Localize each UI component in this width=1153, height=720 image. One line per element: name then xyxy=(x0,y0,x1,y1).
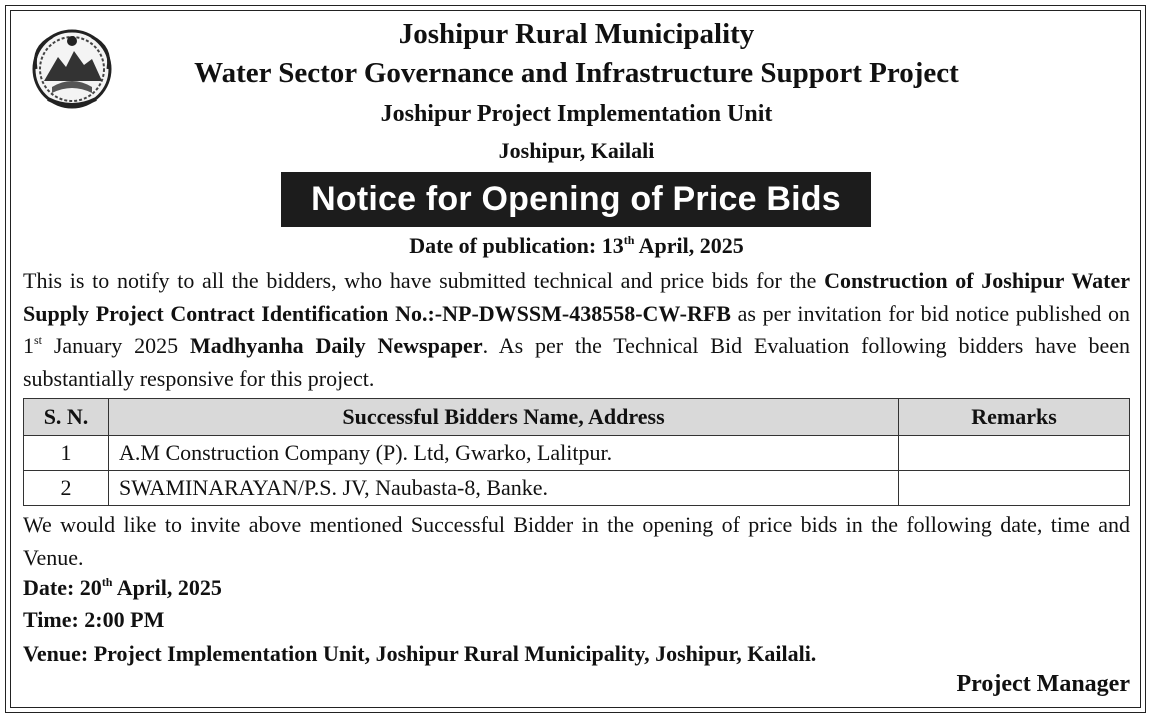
notice-paragraph: This is to notify to all the bidders, who have submitted technical and price bids for the Construction of Joshipur Water Supply Project Contract Identification No.:-NP-DWSSM-438558-CW-RFB as per invitation for bid notice published on 1st January 2025 Madhyanha Daily Newspaper. As per the Technical Bid Evaluation following bidders have been substantially responsive for this project. xyxy=(23,268,1131,391)
opening-venue: Venue: Project Implementation Unit, Joshipur Rural Municipality, Joshipur, Kailali. xyxy=(23,641,817,666)
row-remarks xyxy=(899,471,1130,506)
project-name: Water Sector Governance and Infrastructure Support Project xyxy=(194,57,959,89)
row-sn: 2 xyxy=(24,471,109,506)
col-name-header: Successful Bidders Name, Address xyxy=(109,399,899,436)
opening-date: Date: 20th April, 2025 xyxy=(23,575,222,600)
col-remarks-header: Remarks xyxy=(899,399,1130,436)
table-header-row xyxy=(24,399,1130,436)
col-sn-header: S. N. xyxy=(24,399,109,436)
table-row xyxy=(24,471,1130,506)
row-remarks xyxy=(899,436,1130,471)
notice-title: Notice for Opening of Price Bids xyxy=(281,172,871,227)
opening-time: Time: 2:00 PM xyxy=(23,607,165,632)
row-bidder: A.M Construction Company (P). Ltd, Gwarko, Lalitpur. xyxy=(109,436,899,471)
table-row xyxy=(24,436,1130,471)
signatory: Project Manager xyxy=(956,671,1130,697)
municipality-name: Joshipur Rural Municipality xyxy=(398,18,755,50)
publication-date: Date of publication: 13th April, 2025 xyxy=(409,233,744,258)
location: Joshipur, Kailali xyxy=(498,138,655,163)
unit-name: Joshipur Project Implementation Unit xyxy=(380,101,773,127)
row-sn: 1 xyxy=(24,436,109,471)
bidders-table xyxy=(23,398,1130,506)
row-bidder: SWAMINARAYAN/P.S. JV, Naubasta-8, Banke. xyxy=(109,471,899,506)
invite-paragraph: We would like to invite above mentioned Successful Bidder in the opening of price bids in the following date, time and Venue. xyxy=(23,512,1130,570)
